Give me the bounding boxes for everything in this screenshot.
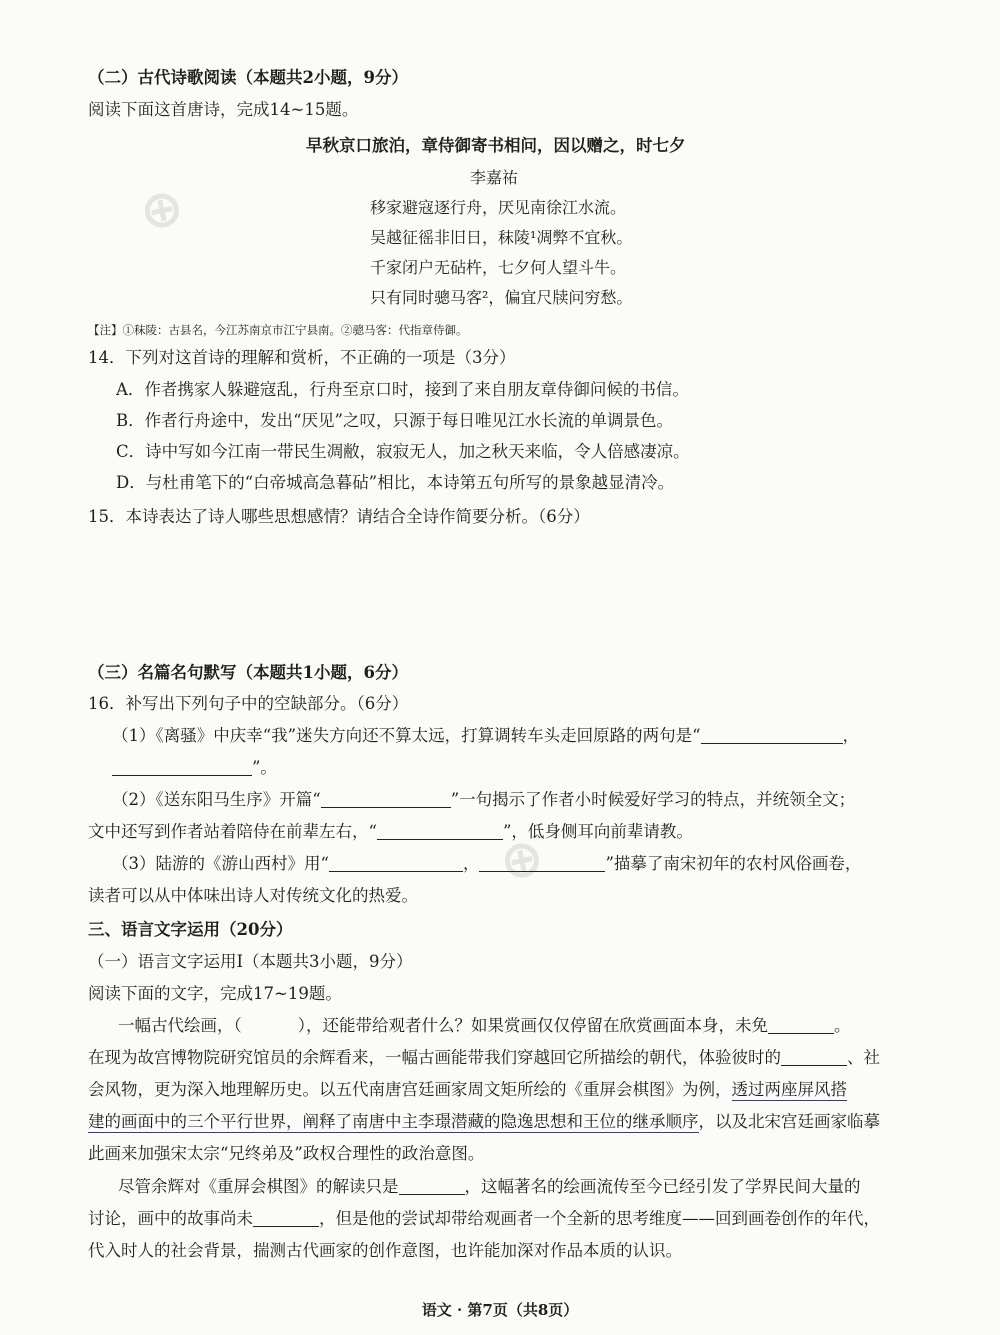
passage-line [118,1175,861,1199]
passage-text: 一幅古代绘画，（ [118,1016,242,1035]
section-heading: （二）古代诗歌阅读（本题共2小题，9分） [88,68,408,87]
answer-blank[interactable] [377,821,503,840]
page-footer: 语文 · 第7页（共8页） [421,1301,579,1319]
q16-text: （2）《送东阳马生序》开篇“ [112,790,321,809]
poem-title: 早秋京口旅泊，章侍御寄书相问，因以赠之，时七夕 [306,136,686,155]
q16-text: ， [842,726,860,745]
question-16-stem: 16．补写出下列句子中的空缺部分。（6分） [88,694,409,713]
sub-section-instruction: 阅读下面的文字，完成17~19题。 [88,984,342,1003]
passage-text: ，以及北宋宫廷画家临摹 [698,1112,880,1131]
section-instruction: 阅读下面这首唐诗，完成14~15题。 [88,100,359,119]
q16-text: ， [462,854,480,873]
passage-line: 此画来加强宋太宗“兄终弟及”政权合理性的政治意图。 [88,1144,485,1163]
passage-text: 尽管余辉对《重屏会棋图》的解读只是 [118,1177,399,1196]
part-heading: 三、语言文字运用（20分） [88,920,293,939]
answer-blank[interactable] [768,1015,834,1034]
underlined-sentence: 建的画面中的三个平行世界，阐释了南唐中主李璟潜藏的隐逸思想和王位的继承顺序 [88,1112,699,1131]
q16-sentence-2-cont [88,820,693,844]
q16-text: ”。 [252,758,277,777]
q16-sentence-1 [112,724,859,748]
passage-text: ，这幅著名的绘画流传至今已经引发了学界民间大量的 [464,1177,861,1196]
q16-text: （3）陆游的《游山西村》用“ [112,854,329,873]
sub-section-heading: （一）语言文字运用Ⅰ（本题共3小题，9分） [88,952,413,971]
q16-sentence-2 [112,788,855,812]
poem-line: 千家闭户无砧杵，七夕何人望斗牛。 [370,258,627,277]
passage-line [88,1110,880,1134]
q16-text: （1）《离骚》中庆幸“我”迷失方向还不算太远，打算调转车头走回原路的两句是“ [112,726,701,745]
watermark-logo: ⊕ [494,826,550,894]
answer-blank[interactable] [479,853,605,872]
passage-line [88,1046,880,1070]
q16-sentence-3 [112,852,861,876]
q16-text: ”，低身侧耳向前辈请教。 [502,822,693,841]
question-15-stem: 15．本诗表达了诗人哪些思想感情？请结合全诗作简要分析。（6分） [88,507,590,526]
q14-option-a: A．作者携家人躲避寇乱，行舟至京口时，接到了来自朋友章侍御问候的书信。 [116,380,689,399]
poem-line: 吴越征徭非旧日，秣陵¹凋弊不宜秋。 [370,228,633,247]
answer-blank[interactable] [112,757,252,776]
q16-sentence-3-cont: 读者可以从中体味出诗人对传统文化的热爱。 [88,886,418,905]
section-heading: （三）名篇名句默写（本题共1小题，6分） [88,663,408,682]
poem-line: 只有同时骢马客²，偏宜尺牍问穷愁。 [370,288,633,307]
q16-text: ”一句揭示了作者小时候爱好学习的特点，并统领全文； [450,790,856,809]
passage-line [88,1207,880,1231]
passage-line [118,1014,851,1038]
poem-line: 移家避寇逐行舟，厌见南徐江水流。 [370,198,627,217]
question-14-stem: 14．下列对这首诗的理解和赏析，不正确的一项是（3分） [88,348,516,367]
poem-note: 【注】①秣陵：古县名，今江苏南京市江宁县南。②骢马客：代指章侍御。 [88,323,468,337]
passage-text: 会风物，更为深入地理解历史。以五代南唐宫廷画家周文矩所绘的《重屏会棋图》为例， [88,1080,732,1099]
q14-option-c: C．诗中写如今江南一带民生凋敝，寂寂无人，加之秋天来临，令人倍感凄凉。 [116,442,690,461]
passage-text: 。 [834,1016,851,1035]
watermark-logo: ⊕ [134,176,190,244]
poem-author: 李嘉祐 [470,168,519,187]
q16-text: ”描摹了南宋初年的农村风俗画卷， [605,854,862,873]
passage-text: 、社 [847,1048,880,1067]
passage-text: ，但是他的尝试却带给观画者一个全新的思考维度——回到画卷创作的年代， [319,1209,880,1228]
passage-line [88,1078,847,1102]
answer-blank[interactable] [701,725,843,744]
q16-text: 文中还写到作者站着陪侍在前辈左右，“ [88,822,377,841]
passage-text: 讨论，画中的故事尚未 [88,1209,253,1228]
passage-text: 在现为故宫博物院研究馆员的余辉看来，一幅古画能带我们穿越回它所描绘的朝代，体验彼时的 [88,1048,781,1067]
answer-blank[interactable] [781,1047,847,1066]
q16-sentence-1-cont [112,756,277,780]
passage-line: 代入时人的社会背景，揣测古代画家的创作意图，也许能加深对作品本质的认识。 [88,1241,682,1260]
q14-option-d: D．与杜甫笔下的“白帝城高急暮砧”相比，本诗第五句所写的景象越显清冷。 [116,473,675,492]
answer-blank[interactable] [321,789,451,808]
q14-option-b: B．作者行舟途中，发出“厌见”之叹，只源于每日唯见江水长流的单调景色。 [116,411,673,430]
passage-text: ），还能带给观者什么？如果赏画仅仅停留在欣赏画面本身，未免 [297,1016,768,1035]
answer-blank[interactable] [253,1208,319,1227]
answer-blank[interactable] [329,853,463,872]
underlined-sentence: 透过两座屏风搭 [731,1080,847,1099]
answer-blank[interactable] [399,1176,465,1195]
